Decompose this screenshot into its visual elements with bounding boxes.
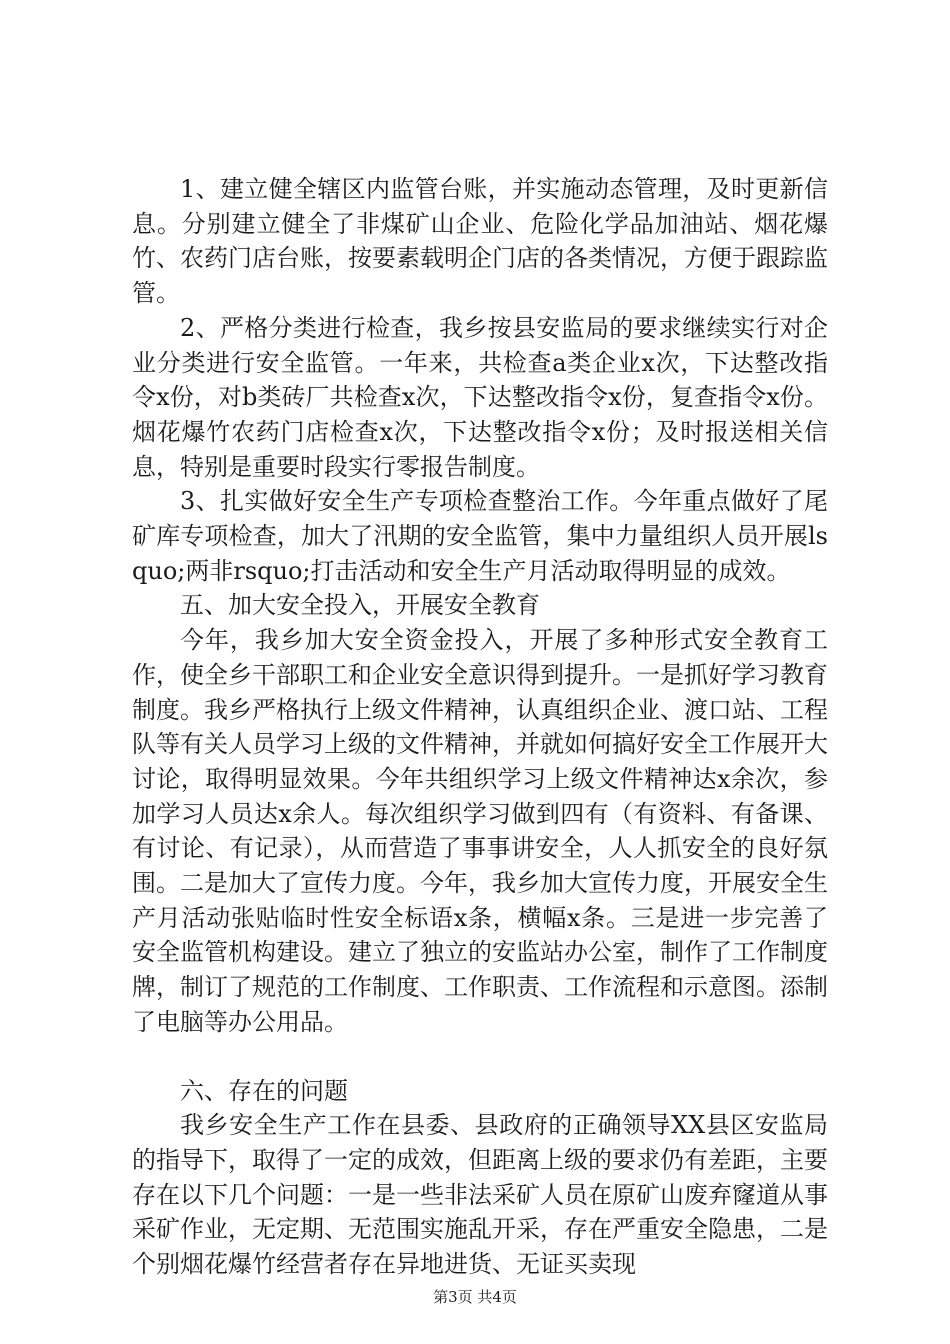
- paragraph-item-2: 2、严格分类进行检查，我乡按县安监局的要求继续实行对企业分类进行安全监管。一年来，共检查a类企业x次，下达整改指令x份，对b类砖厂共检查x次，下达整改指令x份，复查指令x份。烟花爆竹农药门店检查x次，下达整改指令x份；及时报送相关信息，特别是重要时段实行零报告制度。: [132, 313, 828, 481]
- section-heading-5: 五、加大安全投入，开展安全教育: [180, 591, 540, 620]
- section-6-paragraph: 我乡安全生产工作在县委、县政府的正确领导XX县区安监局的指导下，取得了一定的成效，但距离上级的要求仍有差距，主要存在以下几个问题：一是一些非法采矿人员在原矿山废弃窿道从事采矿作业，无定期、无范围实施乱开采，存在严重安全隐患，二是个别烟花爆竹经营者存在异地进货、无证买卖现: [132, 1111, 828, 1279]
- paragraph-item-1: 1、建立健全辖区内监管台账，并实施动态管理，及时更新信息。分别建立健全了非煤矿山企业、危险化学品加油站、烟花爆竹、农药门店台账，按要素载明企门店的各类情况，方便于跟踪监管。: [132, 175, 828, 308]
- page-number-footer: 第3页 共4页: [433, 1288, 517, 1306]
- paragraph-spacer: [132, 1040, 828, 1074]
- document-body: [132, 172, 828, 1282]
- section-5-paragraph: 今年，我乡加大安全资金投入，开展了多种形式安全教育工作，使全乡干部职工和企业安全意识得到提升。一是抓好学习教育制度。我乡严格执行上级文件精神，认真组织企业、渡口站、工程队等有关人员学习上级的文件精神，并就如何搞好安全工作展开大讨论，取得明显效果。今年共组织学习上级文件精神达x余次，参加学习人员达x余人。每次组织学习做到四有（有资料、有备课、有讨论、有记录），从而营造了事事讲安全，人人抓安全的良好氛围。二是加大了宣传力度。今年，我乡加大宣传力度，开展安全生产月活动张贴临时性安全标语x条，横幅x条。三是进一步完善了安全监管机构建设。建立了独立的安监站办公室，制作了工作制度牌，制订了规范的工作制度、工作职责、工作流程和示意图。添制了电脑等办公用品。: [132, 626, 828, 1036]
- section-heading-6: 六、存在的问题: [180, 1076, 348, 1105]
- paragraph-item-3: 3、扎实做好安全生产专项检查整治工作。今年重点做好了尾矿库专项检查，加大了汛期的安全监管，集中力量组织人员开展lsquo;两非rsquo;打击活动和安全生产月活动取得明显的成效。: [132, 487, 828, 585]
